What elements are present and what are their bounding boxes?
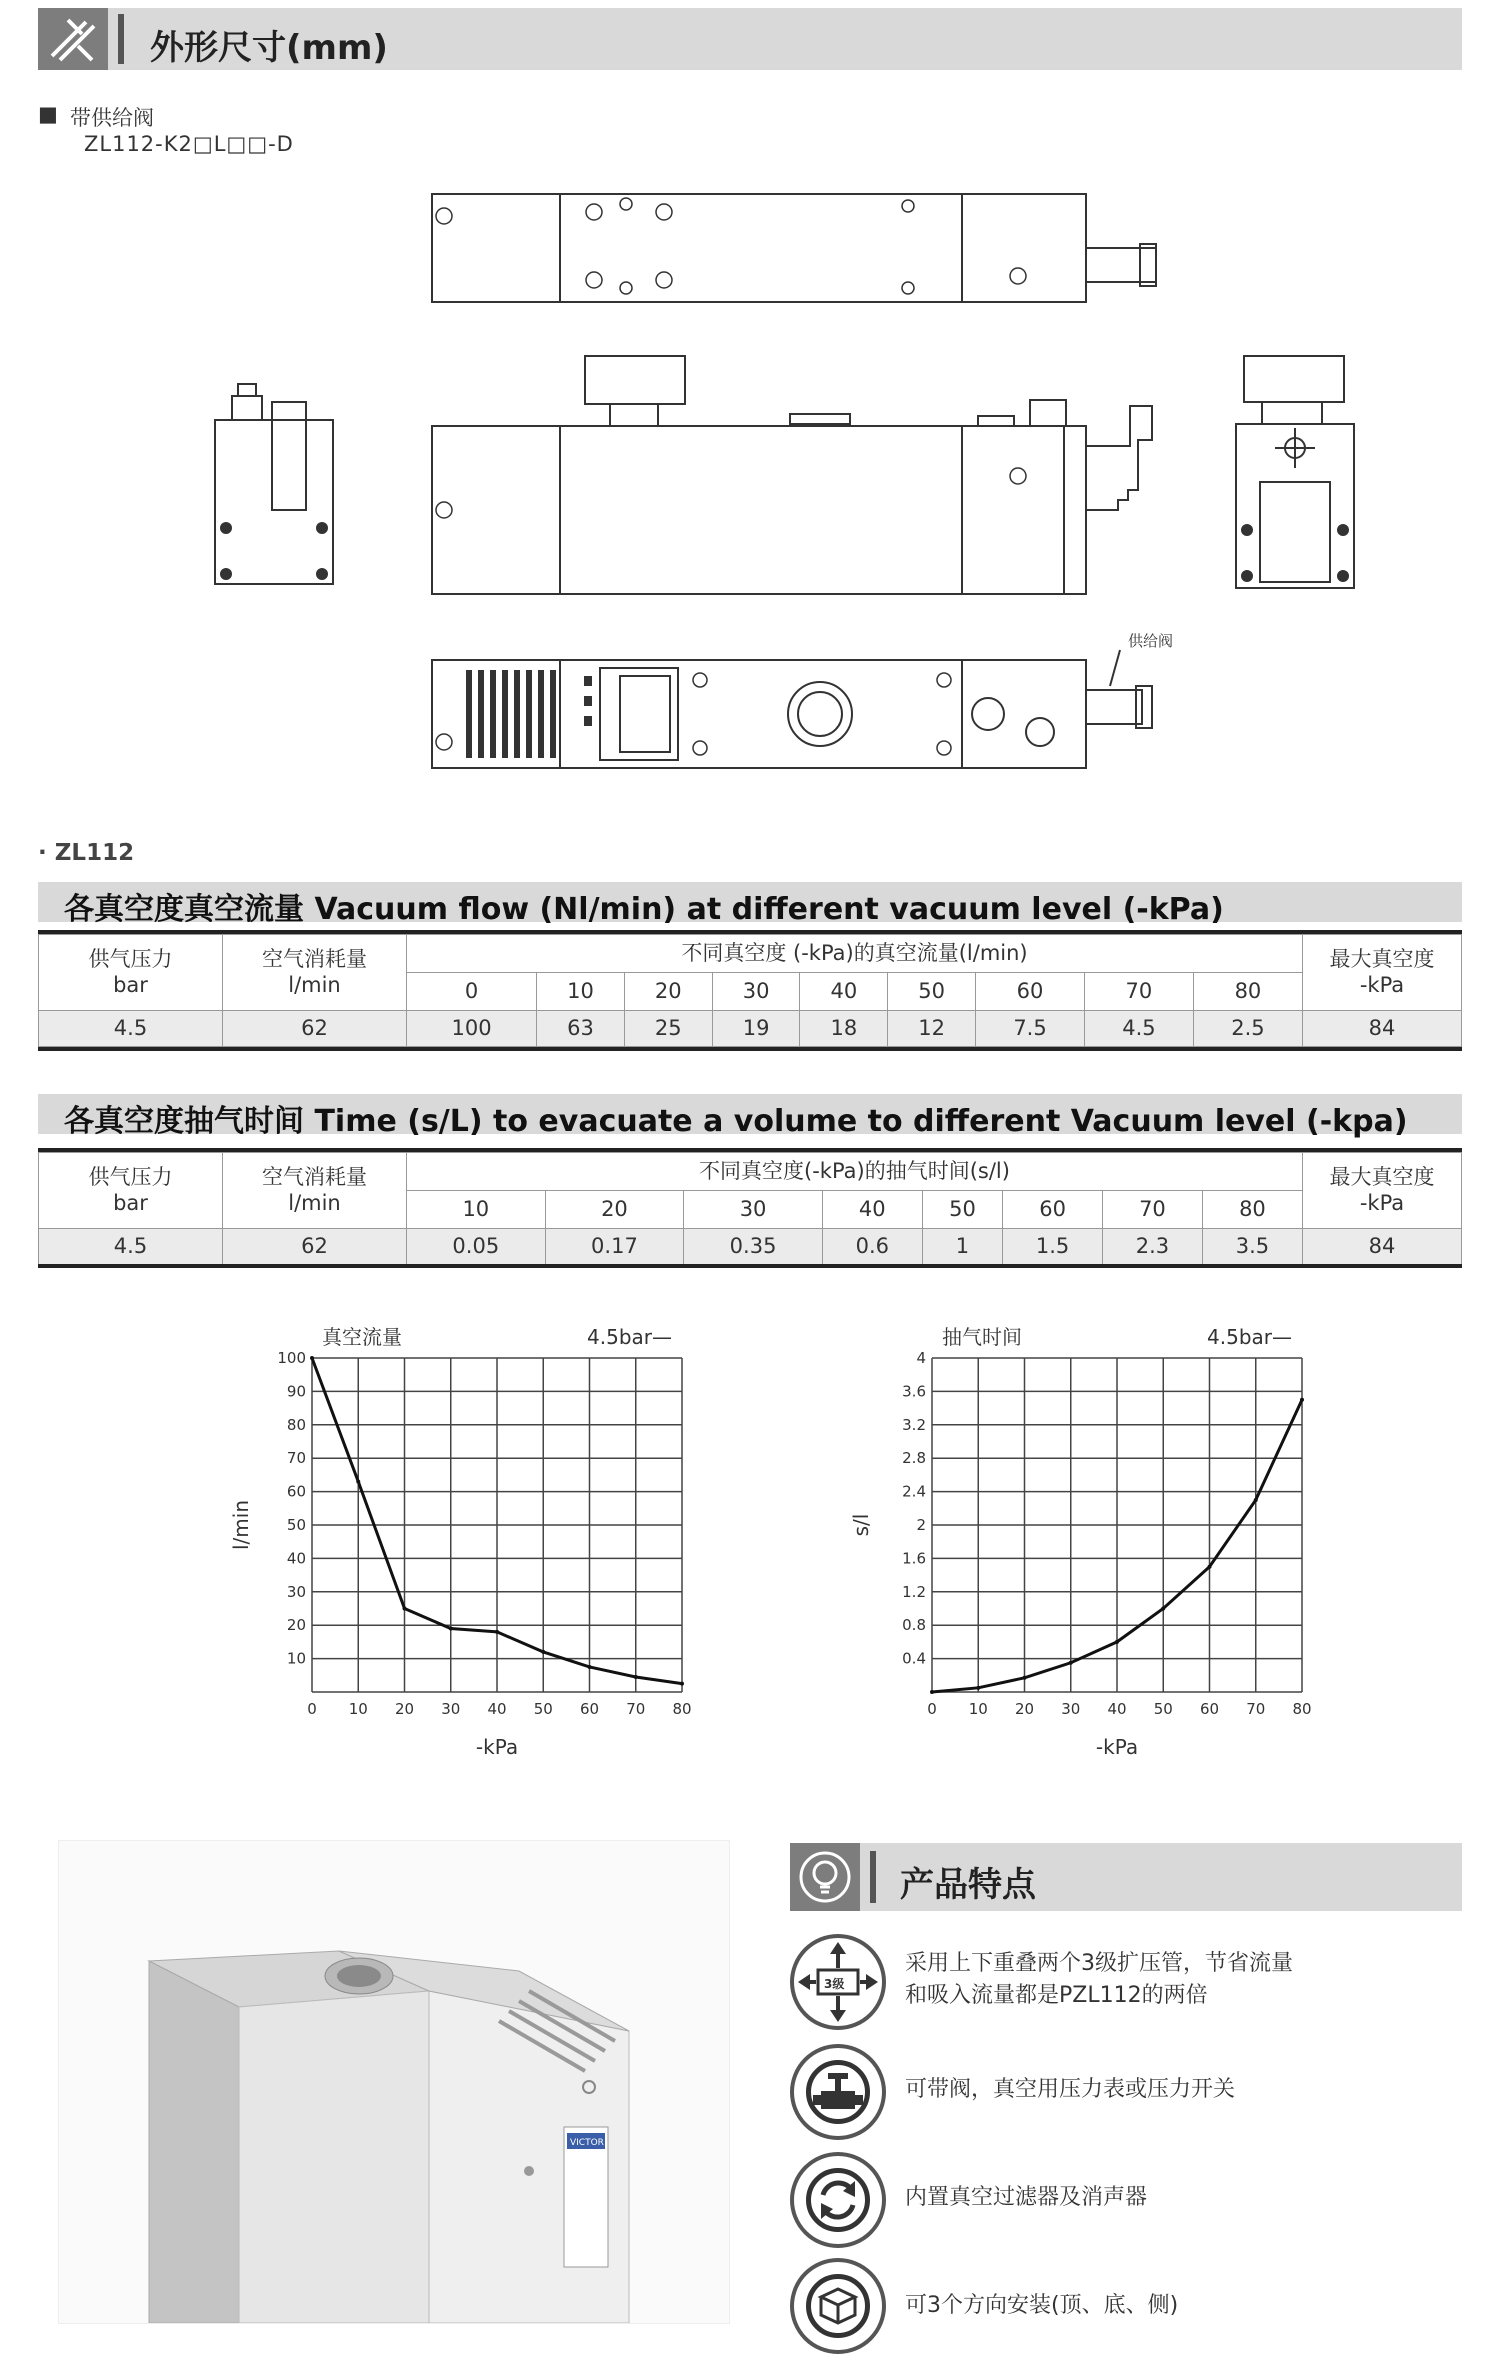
flow-table-header	[38, 882, 1462, 927]
time-table-title: 各真空度抽气时间 Time (s/L) to evacuate a volume to different Vacuum level (-kpa)	[64, 1104, 1408, 1139]
level-cell: 30	[684, 1191, 823, 1229]
x-tick-label: 80	[672, 1700, 692, 1718]
x-tick-label: 10	[348, 1700, 368, 1718]
level-cell: 40	[800, 973, 888, 1011]
time-table-header	[38, 1094, 1462, 1139]
y-tick-label: 2.4	[902, 1482, 926, 1501]
y-tick-label: 1.2	[902, 1582, 926, 1601]
value-cell: 19	[712, 1011, 800, 1047]
data-point	[310, 1356, 314, 1360]
chart-title: 真空流量	[322, 1325, 402, 1349]
y-tick-label: 0.4	[902, 1649, 926, 1668]
arrows-3stage-icon	[790, 1934, 886, 2030]
level-cell: 80	[1193, 973, 1302, 1011]
y-tick-label: 70	[286, 1449, 306, 1468]
data-point	[634, 1675, 638, 1679]
level-cell: 70	[1084, 973, 1193, 1011]
level-cell: 50	[922, 1191, 1002, 1229]
level-cell: 30	[712, 973, 800, 1011]
level-cell: 40	[822, 1191, 922, 1229]
data-point	[588, 1665, 592, 1669]
value-cell: 25	[624, 1011, 712, 1047]
flow-table	[38, 934, 1462, 1047]
x-tick-label: 30	[1061, 1700, 1081, 1718]
x-tick-label: 0	[307, 1700, 317, 1718]
data-point	[1069, 1661, 1073, 1665]
x-tick-label: 20	[394, 1700, 415, 1718]
data-point	[1254, 1498, 1258, 1502]
y-tick-label: 2	[916, 1516, 926, 1534]
caliper-icon	[38, 8, 108, 70]
chart-title: 抽气时间	[942, 1325, 1022, 1349]
chart-legend: 4.5bar—	[587, 1325, 672, 1349]
consumption-cell: 62	[223, 1229, 407, 1265]
value-cell: 4.5	[1084, 1011, 1193, 1047]
pressure-cell: 4.5	[39, 1229, 223, 1265]
supply-valve-label: 供给阀	[1128, 632, 1174, 650]
value-cell: 7.5	[976, 1011, 1085, 1047]
table-row	[39, 1011, 1462, 1047]
col-max-header: 最大真空度 -kPa	[1303, 935, 1462, 1011]
data-point	[1161, 1607, 1165, 1611]
x-axis-label: -kPa	[1095, 1735, 1139, 1759]
max-cell: 84	[1303, 1229, 1462, 1265]
value-cell: 18	[800, 1011, 888, 1047]
x-tick-label: 40	[487, 1700, 507, 1718]
y-tick-label: 2.8	[902, 1449, 926, 1468]
value-cell: 63	[537, 1011, 625, 1047]
x-tick-label: 50	[533, 1700, 553, 1718]
level-cell: 60	[976, 973, 1085, 1011]
product-photo	[58, 1840, 730, 2324]
y-tick-label: 90	[286, 1382, 306, 1401]
x-tick-label: 20	[1014, 1700, 1035, 1718]
value-cell: 0.35	[684, 1229, 823, 1265]
data-point	[1115, 1640, 1119, 1644]
data-point	[1300, 1398, 1304, 1402]
value-cell: 1	[922, 1229, 1002, 1265]
stage-badge: 3级	[824, 1977, 845, 1991]
chart-legend: 4.5bar—	[1207, 1325, 1292, 1349]
y-tick-label: 3.2	[902, 1415, 926, 1434]
brand-label: VICTOR	[570, 2138, 604, 2148]
data-point	[495, 1630, 499, 1634]
y-tick-label: 20	[286, 1616, 306, 1635]
x-tick-label: 60	[1199, 1700, 1220, 1718]
y-tick-label: 0.8	[902, 1616, 926, 1635]
lightbulb-icon	[790, 1843, 860, 1911]
feature-item: 内置真空过滤器及消声器	[905, 2185, 1148, 2210]
feature-item: 可带阀，真空用压力表或压力开关	[905, 2077, 1236, 2102]
model-code: ZL112-K2□L□□-D	[84, 132, 294, 156]
level-cell: 20	[545, 1191, 684, 1229]
table-row	[39, 1229, 1462, 1265]
value-cell: 1.5	[1003, 1229, 1103, 1265]
features-header	[790, 1843, 1462, 1911]
feature-item: 可3个方向安装(顶、底、侧)	[905, 2293, 1179, 2318]
series-label: · ZL112	[38, 840, 135, 866]
data-point	[680, 1682, 684, 1686]
y-tick-label: 60	[286, 1482, 306, 1501]
col-consumption-header: 空气消耗量 l/min	[223, 1153, 407, 1229]
x-tick-label: 40	[1107, 1700, 1127, 1718]
table-rule	[38, 1047, 1462, 1051]
feature-item: 采用上下重叠两个3级扩压管，节省流量 和吸入流量都是PZL112的两倍	[905, 1951, 1293, 2008]
value-cell: 0.17	[545, 1229, 684, 1265]
level-cell: 20	[624, 973, 712, 1011]
y-tick-label: 10	[286, 1649, 306, 1668]
flow-table-title: 各真空度真空流量 Vacuum flow (Nl/min) at different vacuum level (-kPa)	[64, 892, 1224, 927]
page-title: 外形尺寸(mm)	[150, 28, 388, 68]
y-tick-label: 80	[286, 1415, 306, 1434]
value-cell: 2.3	[1103, 1229, 1203, 1265]
x-tick-label: 50	[1153, 1700, 1173, 1718]
y-tick-label: 50	[286, 1516, 306, 1534]
x-axis-label: -kPa	[475, 1735, 519, 1759]
data-point	[449, 1627, 453, 1631]
header-divider	[870, 1851, 876, 1903]
x-tick-label: 10	[968, 1700, 988, 1718]
level-cell: 70	[1103, 1191, 1203, 1229]
x-tick-label: 80	[1292, 1700, 1312, 1718]
value-cell: 0.05	[407, 1229, 546, 1265]
features-title: 产品特点	[900, 1865, 1036, 1905]
value-cell: 12	[888, 1011, 976, 1047]
valve-icon	[790, 2044, 886, 2140]
dimension-drawing	[0, 170, 1500, 790]
model-label: 带供给阀	[70, 106, 154, 130]
x-tick-label: 60	[579, 1700, 600, 1718]
data-point	[1208, 1565, 1212, 1569]
x-tick-label: 70	[1246, 1700, 1266, 1718]
x-tick-label: 0	[927, 1700, 937, 1718]
data-point	[1023, 1676, 1027, 1680]
time-table	[38, 1152, 1462, 1265]
level-cell: 60	[1003, 1191, 1103, 1229]
pressure-cell: 4.5	[39, 1011, 223, 1047]
vacuum-flow-chart	[200, 1300, 720, 1760]
max-cell: 84	[1303, 1011, 1462, 1047]
value-cell: 100	[407, 1011, 537, 1047]
data-point	[356, 1480, 360, 1484]
y-tick-label: 30	[286, 1582, 306, 1601]
value-cell: 2.5	[1193, 1011, 1302, 1047]
level-cell: 50	[888, 973, 976, 1011]
table-rule	[38, 1264, 1462, 1268]
data-point	[541, 1650, 545, 1654]
y-tick-label: 1.6	[902, 1549, 926, 1568]
y-tick-label: 40	[286, 1549, 306, 1568]
level-cell: 10	[407, 1191, 546, 1229]
box-mount-icon	[790, 2258, 886, 2354]
data-point	[930, 1690, 934, 1694]
y-tick-label: 100	[277, 1349, 306, 1367]
x-tick-label: 70	[626, 1700, 646, 1718]
col-pressure-header: 供气压力 bar	[39, 935, 223, 1011]
header-divider	[118, 14, 124, 64]
span-header: 不同真空度 (-kPa)的真空流量(l/min)	[407, 935, 1303, 973]
recycle-icon	[790, 2152, 886, 2248]
col-pressure-header: 供气压力 bar	[39, 1153, 223, 1229]
value-cell: 3.5	[1202, 1229, 1302, 1265]
y-axis-label: s/l	[849, 1513, 873, 1537]
level-cell: 0	[407, 973, 537, 1011]
model-bullet: ■	[38, 102, 58, 126]
col-consumption-header: 空气消耗量 l/min	[223, 935, 407, 1011]
span-header: 不同真空度(-kPa)的抽气时间(s/l)	[407, 1153, 1303, 1191]
evacuation-time-chart	[820, 1300, 1340, 1760]
consumption-cell: 62	[223, 1011, 407, 1047]
y-tick-label: 4	[916, 1349, 926, 1367]
level-cell: 80	[1202, 1191, 1302, 1229]
data-point	[976, 1686, 980, 1690]
col-max-header: 最大真空度 -kPa	[1303, 1153, 1462, 1229]
data-point	[403, 1607, 407, 1611]
y-axis-label: l/min	[229, 1499, 253, 1551]
section-header	[38, 8, 1462, 70]
value-cell: 0.6	[822, 1229, 922, 1265]
x-tick-label: 30	[441, 1700, 461, 1718]
y-tick-label: 3.6	[902, 1382, 926, 1401]
level-cell: 10	[537, 973, 625, 1011]
